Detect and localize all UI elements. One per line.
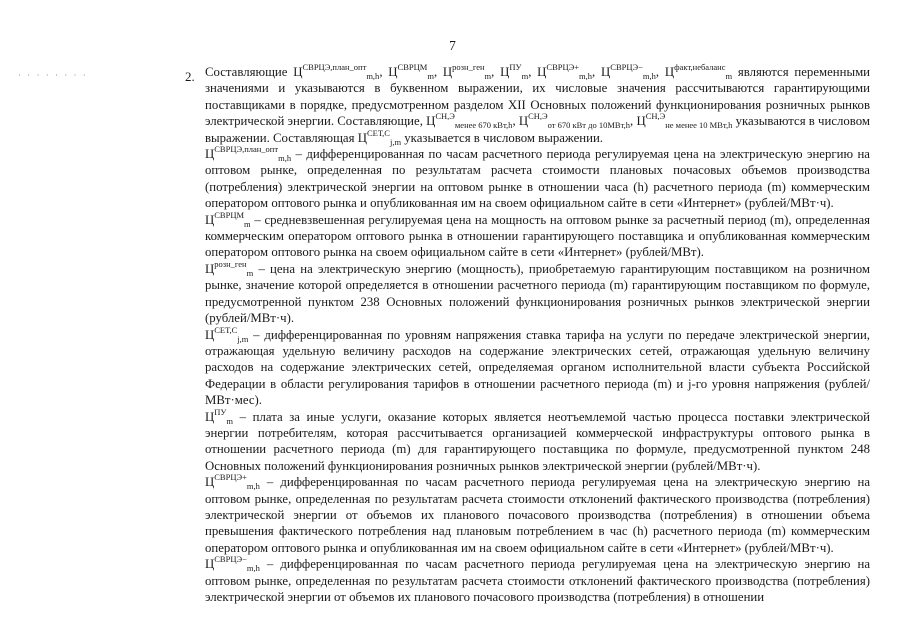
definition-paragraph (205, 258, 870, 327)
formula-term: $Ц^{СВРЦЭ,план\_опт}_{m,h}$ (205, 144, 292, 164)
definition-text: – плата за иные услуги, оказание которых является неотъемлемой частью процесса поставки электрической энергии потребителям, которая рассчитывается организацией коммерческой инфраструктуры оптового рынка в отношении расчетного периода (m) для гарантирующего поставщика по формуле, предусмотренной пунктом 248 Основных положений функционирования розничных рынков электрической энергии (рублей/МВт·ч). (205, 409, 870, 473)
definition-text: – дифференцированная по часам расчетного периода регулируемая цена на электрическую энергию на оптовом рынке, определенная по результатам расчета стоимости отклонений фактического производства (потребления) электрической энергии от объемов их планового почасового производства (потребления) в отношении (205, 557, 871, 604)
formula-term: $Ц^{СЕТ,С}_{j,m}$ (205, 324, 249, 344)
formula-term: $Ц^{СВРЦЭ-}_{m,h}$ (205, 554, 260, 574)
intro-text-3: указывается в числовом выражении. (404, 130, 603, 145)
formula-term: $Ц^{СВРЦЭ,план\_опт}_{m,h}$ (293, 62, 380, 81)
formula-term: $Ц^{СВРЦМ}_m$ (205, 209, 251, 229)
definition-text: – дифференцированная по часам расчетного периода регулируемая цена на электрическую энергию на оптовом рынке, определенная по результатам расчета стоимости плановых почасовых объемов производства (потребления) электрической энергии на оптовом рынке в отношении часа (h) расчетного периода (m) коммерческим оператором оптового рынка и опубликованная им на своем официальном сайте в сети «Интернет» (рублей/МВт·ч). (205, 147, 870, 211)
definition-text: – цена на электрическую энергию (мощность), приобретаемую гарантирующим поставщиком на розничном рынке, значение которой определяется в отношении расчетного периода (m) гарантирующим поставщиком по формуле, предусмотренной пунктом 238 Основных положений функционирования розничных рынков электрической энергии (рублей/МВт·ч). (205, 261, 870, 326)
intro-paragraph: Составляющие $Ц^{СВРЦЭ,план\_опт}_{m,h}$, $Ц^{СВРЦМ}_m$, $Ц^{розн\_ген}_m$, $Ц^{ПУ}_m$, $Ц^{СВРЦЭ+}_{m,h}$, $Ц^{СВРЦЭ-}_{m,h}$, $Ц^{факт,небаланс}_m$ являются переменными значениями и указываются в буквенном выражении, их числовые значения рассчитываются гарантирующими поставщиками в порядке, предусмотренном разделом XII Основных положений функционирования розничных рынков электрической энергии. Составляющие, $Ц^{СН,Э}_{менее 670 кВт,h}$, $Ц^{СН,Э}_{от 670 кВт до 10МВт,h}$, $Ц^{СН,Э}_{не менее 10 МВт,h}$ указываются в числовом выражении. Составляющая $Ц^{СЕТ,С}_{j,m}$ указывается в числовом выражении. (205, 62, 871, 147)
document-body (205, 64, 870, 605)
definition-paragraph (205, 146, 870, 212)
formula-term: $Ц^{факт,небаланс}_m$ (664, 62, 733, 81)
definition-paragraph (205, 324, 871, 409)
formula-term: $Ц^{розн\_ген}_m$ (442, 62, 492, 81)
item-number: 2. (185, 69, 195, 84)
formula-term: $Ц^{СВРЦЭ-}_{m,h}$ (601, 62, 656, 81)
definition-paragraph (205, 209, 871, 261)
formula-term: $Ц^{СВРЦМ}_m$ (388, 62, 434, 81)
formula-term: $Ц^{СЕТ,С}_{j,m}$ (357, 127, 402, 147)
formula-term: $Ц^{ПУ}_m$ (500, 62, 529, 81)
definition-text: – дифференцированная по уровням напряжения ставка тарифа на услуги по передаче электрической энергии, отражающая удельную величину расходов на содержание электрических сетей, отражающая удельную величину расходов на содержание электрических сетей, определяемая органом исполнительной власти субъекта Российской Федерации в области регулирования тарифов в отношении расчетного периода (m) и j-го уровня напряжения (рублей/МВт·мес). (205, 327, 871, 408)
formula-term: $Ц^{ПУ}_m$ (205, 406, 234, 426)
intro-text-1: являются переменными значениями и указываются в буквенном выражении, их числовые значения рассчитываются гарантирующими поставщиками в порядке, предусмотренном разделом XII Основных положений функционирования розничных рынков электрической энергии. Составляющие, (205, 65, 871, 129)
scan-noise: · · · · · · · · (18, 70, 88, 80)
formula-term: $Ц^{розн\_ген}_m$ (205, 258, 254, 278)
intro-text-2: указываются в числовом выражении. Составляющая (205, 114, 870, 145)
formula-term: $Ц^{СН,Э}_{менее 670 кВт,h}$ (426, 111, 513, 131)
formula-term: $Ц^{СВРЦЭ+}_{m,h}$ (205, 472, 260, 492)
definition-paragraph (205, 474, 870, 556)
definition-text: – средневзвешенная регулируемая цена на мощность на оптовом рынке за расчетный период (m), определенная коммерческим оператором оптового рынка в отношении гарантирующего поставщика и опубликованная коммерческим оператором оптового рынка на своем официальном сайте в сети «Интернет» (рублей/МВт). (205, 212, 871, 260)
definition-paragraph (205, 556, 870, 605)
page-number: 7 (449, 38, 456, 53)
definition-text: – дифференцированная по часам расчетного периода регулируемая цена на электрическую энергию на оптовом рынке, определенная по результатам расчета стоимости отклонений фактического производства (потребления) электрической энергии от объемов их планового почасового производства (потребления) в отношении объема превышения фактического потребления над плановым потреблением в час (h) расчетного периода (m) коммерческим оператором оптового рынка и опубликованная им на своем официальном сайте в сети «Интернет» (рублей/МВт·ч). (205, 475, 871, 555)
formula-term: $Ц^{СВРЦЭ+}_{m,h}$ (537, 62, 593, 81)
formula-term: $Ц^{СН,Э}_{от 670 кВт до 10МВт,h}$ (518, 111, 631, 131)
definition-paragraph (205, 406, 870, 475)
intro-lead: Составляющие (205, 65, 288, 79)
formula-term: $Ц^{СН,Э}_{не менее 10 МВт,h}$ (636, 111, 733, 131)
